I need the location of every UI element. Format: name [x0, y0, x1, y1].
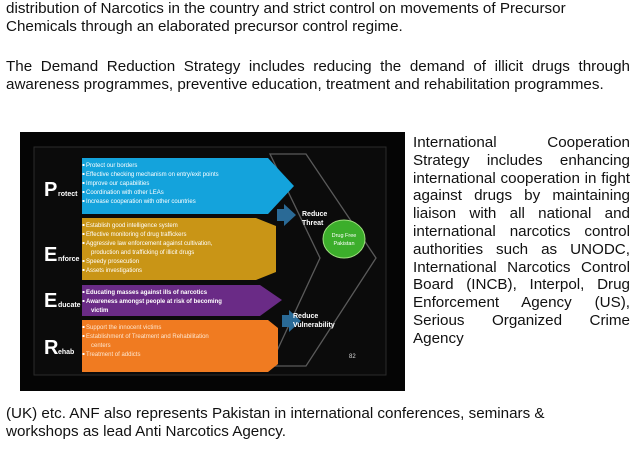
paragraph-line: distribution of Narcotics in the country and strict control on movements of Precursor [6, 0, 566, 17]
paragraph-line: Chemicals through an elaborated precursor control regime. [6, 17, 403, 35]
goal-label: Drug Free [331, 233, 357, 239]
bullet-icon [83, 233, 85, 235]
educate-letter: E [44, 290, 58, 312]
bullet-icon [83, 300, 85, 302]
paragraph-line: (UK) etc. ANF also represents Pakistan in international conferences, seminars & [6, 405, 545, 422]
bullet-icon [83, 182, 85, 184]
paragraph-international-cooperation: International Cooperation Strategy includes enhancing international cooperation in fight against drugs by maintaining liaison with all national and international narcotics control authorities such as UNODC, International Narcotics Control Board (INCB), Interpol, Drug Enforcement Agency (US), Serious Organized Crime Agency [413, 134, 630, 347]
paragraph-supply-reduction [6, 0, 632, 36]
drug-free-pakistan-circle [323, 220, 365, 258]
bullet-icon [83, 260, 85, 262]
educate-label: ducate [58, 302, 81, 309]
protect-item: Improve our capabilities [86, 181, 150, 187]
protect-item: Effective checking mechanism on entry/exit points [86, 172, 219, 178]
rehab-label: ehab [58, 349, 75, 356]
enforce-item: Speedy prosecution [86, 259, 140, 265]
reduce-vulnerability-label: Reduce [293, 313, 319, 320]
strategy-diagram [20, 132, 405, 391]
bullet-icon [83, 173, 85, 175]
rehab-item: Treatment of addicts [86, 352, 141, 358]
rehab-item: centers [91, 343, 111, 349]
strategy-diagram-svg [20, 132, 405, 391]
goal-label: Pakistan [333, 241, 355, 247]
enforce-item: Assets investigations [86, 268, 143, 274]
rehab-letter: R [44, 337, 59, 359]
paragraph-line: workshops as lead Anti Narcotics Agency. [6, 422, 286, 440]
rehab-item: Support the innocent victims [86, 325, 162, 331]
enforce-item: Establish good intelligence system [86, 223, 178, 229]
enforce-label: nforce [58, 256, 80, 263]
bullet-icon [83, 224, 85, 226]
protect-letter: P [44, 179, 58, 201]
enforce-item: Aggressive law enforcement against cultivation, [86, 241, 213, 247]
bullet-icon [83, 242, 85, 244]
paragraph-anf-representation [6, 405, 630, 441]
educate-item: victim [91, 308, 109, 314]
rehab-item: Establishment of Treatment and Rehabilitation [86, 334, 209, 340]
enforce-letter: E [44, 244, 58, 266]
educate-item: Awareness amongst people at risk of becoming [86, 299, 222, 305]
protect-label: rotect [58, 191, 78, 198]
bullet-icon [83, 291, 85, 293]
enforce-item: production and trafficking of illicit drugs [91, 250, 195, 256]
reduce-threat-label: Reduce [302, 211, 328, 218]
reduce-vulnerability-label: Vulnerability [293, 322, 335, 329]
slide-number: 82 [349, 354, 356, 360]
educate-item: Educating masses against ills of narcotics [86, 290, 208, 296]
paragraph-demand-reduction: The Demand Reduction Strategy includes reducing the demand of illicit drugs through awareness programmes, preventive education, treatment and rehabilitation programmes. [6, 58, 630, 93]
bullet-icon [83, 326, 85, 328]
bullet-icon [83, 191, 85, 193]
enforce-item: Effective monitoring of drug traffickers [86, 232, 187, 238]
bullet-icon [83, 200, 85, 202]
protect-item: Coordination with other LEAs [86, 190, 164, 196]
bullet-icon [83, 269, 85, 271]
bullet-icon [83, 164, 85, 166]
bullet-icon [83, 335, 85, 337]
protect-item: Increase cooperation with other countries [86, 199, 196, 205]
bullet-icon [83, 353, 85, 355]
protect-item: Protect our borders [86, 163, 138, 169]
reduce-threat-label: Threat [302, 220, 324, 227]
